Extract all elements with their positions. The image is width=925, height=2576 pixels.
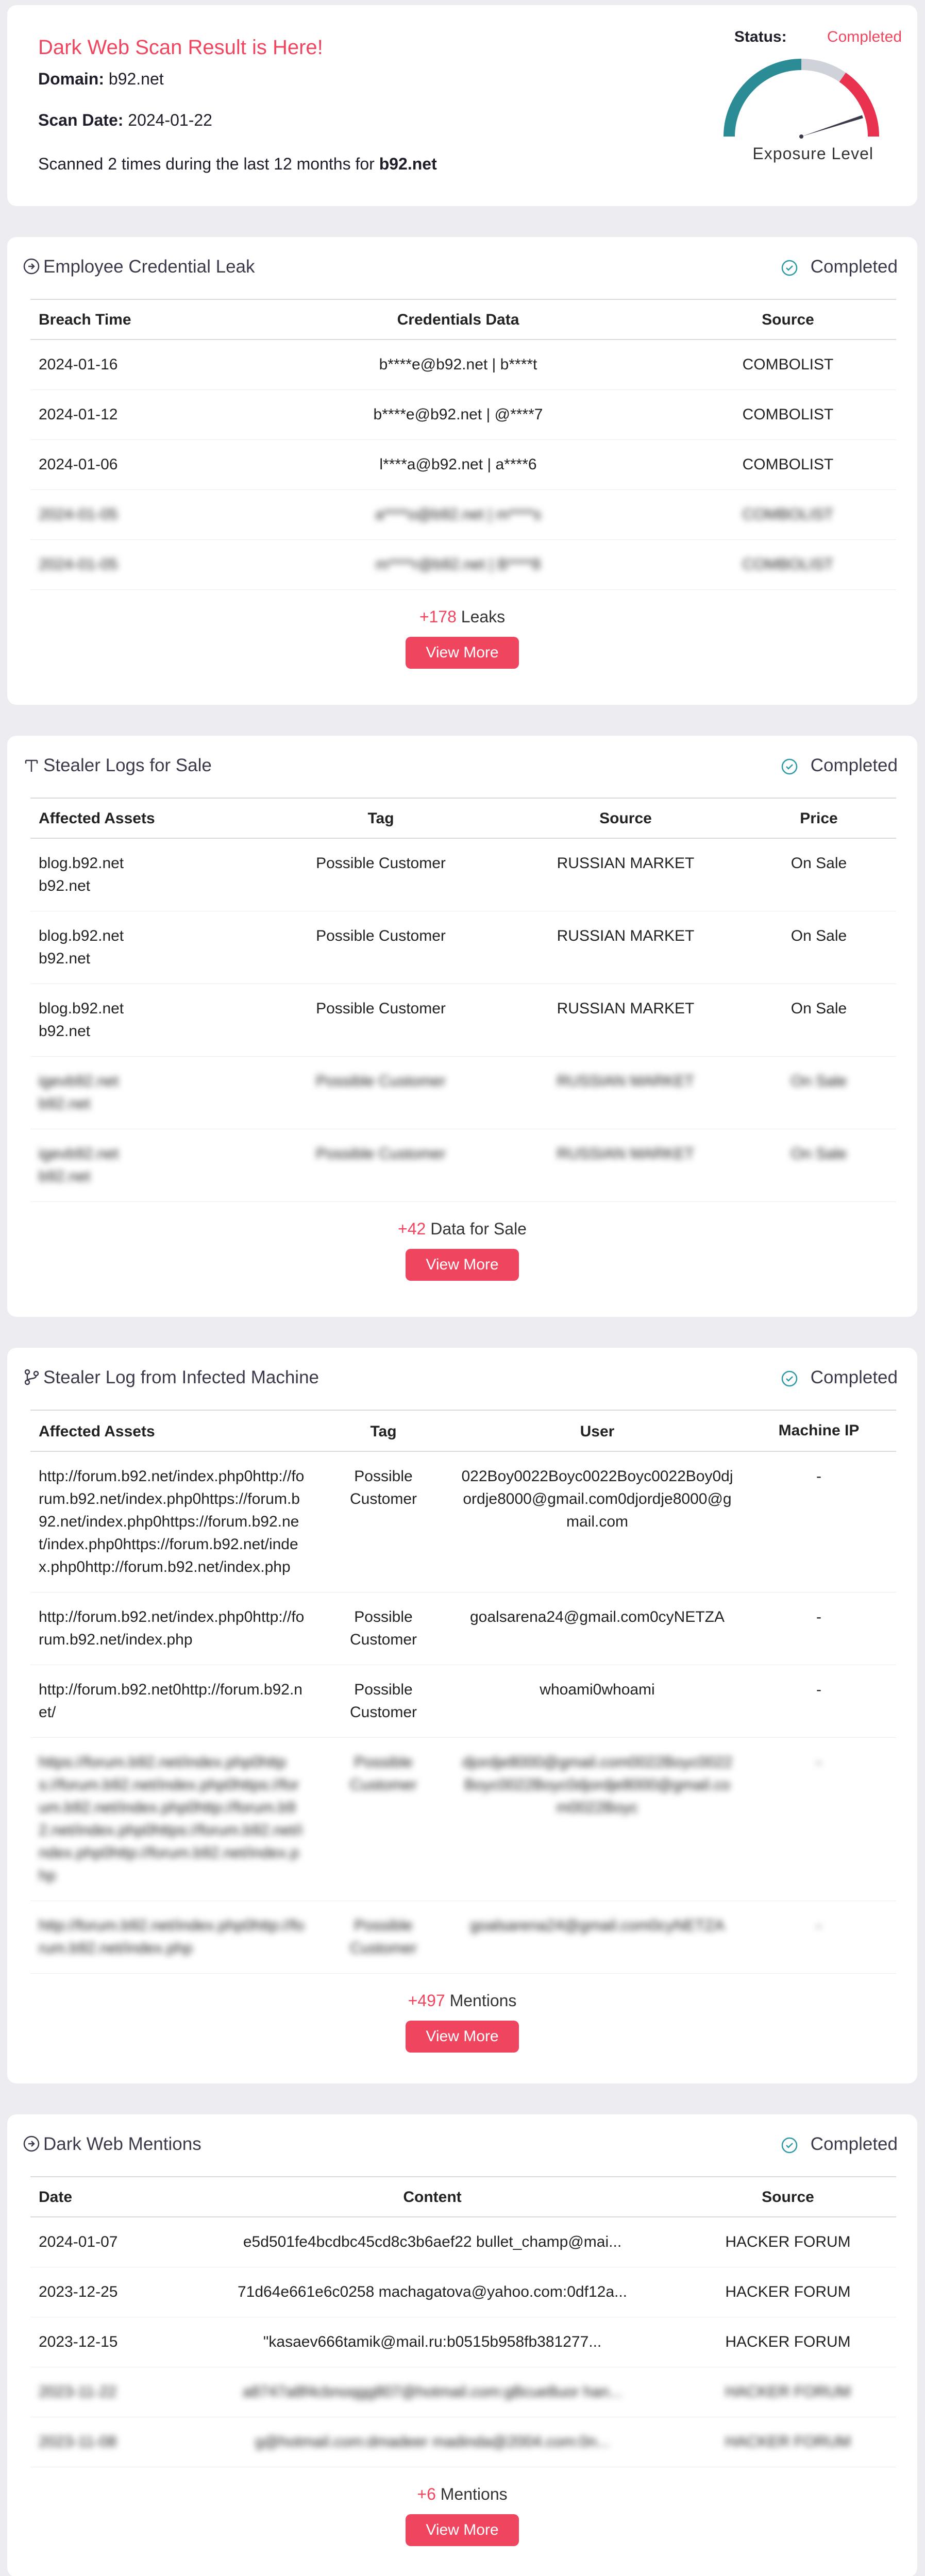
mention-count: +497 Mentions xyxy=(408,1991,517,2010)
table-row: blog.b92.net b92.net Possible Customer RUSSIAN MARKET On Sale xyxy=(30,984,896,1057)
column-header: Tag xyxy=(314,1410,453,1451)
column-header: Machine IP xyxy=(742,1410,896,1451)
infected-machine-status: Completed xyxy=(781,1367,898,1388)
table-row: http://forum.b92.net/index.php0http://forum.b92.net/index.php Possible Customer goalsarena24@gmail.com0cyNETZA - xyxy=(30,1592,896,1665)
column-header: Source xyxy=(680,2177,896,2217)
exposure-level-label: Exposure Level xyxy=(752,144,873,163)
table-row: 2023-12-15 "kasaev666tamik@mail.ru:b0515b958fb381277... HACKER FORUM xyxy=(30,2317,896,2367)
infected-machine-table xyxy=(30,1410,896,1974)
status-indicator xyxy=(734,28,902,46)
column-header: Affected Assets xyxy=(30,1410,314,1451)
table-row: 2023-12-25 71d64e661e6c0258 machagatova@yahoo.com:0df12a... HACKER FORUM xyxy=(30,2267,896,2317)
blurred-row: 2023-11-08 g@hotmail.com:dmadeer madinda@2004.com:0n... HACKER FORUM xyxy=(30,2417,896,2467)
infected-machine-card xyxy=(7,1348,917,2083)
check-circle-icon xyxy=(781,2137,798,2154)
table-row: blog.b92.net b92.net Possible Customer RUSSIAN MARKET On Sale xyxy=(30,911,896,984)
view-more-dark-web-button[interactable]: View More xyxy=(406,2514,519,2546)
credential-leak-title: Employee Credential Leak xyxy=(43,257,255,277)
view-more-leaks-button[interactable]: View More xyxy=(406,637,519,669)
blurred-row: http://forum.b92.net/index.php0http://forum.b92.net/index.php Possible Customer goalsarena24@gmail.com0cyNETZA - xyxy=(30,1901,896,1974)
sale-tag-icon xyxy=(23,756,40,774)
check-circle-icon xyxy=(781,1370,798,1387)
column-header: Breach Time xyxy=(30,299,237,340)
scan-summary-card xyxy=(7,5,917,206)
dark-mention-count: +6 Mentions xyxy=(417,2485,508,2503)
domain-line xyxy=(38,70,164,89)
blurred-row: 2023-11-22 a8747a8f4cbnoqgg807@hotmail.com:gBcue8uor han... HACKER FORUM xyxy=(30,2367,896,2417)
scan-count-domain: b92.net xyxy=(379,155,437,173)
view-more-infected-button[interactable]: View More xyxy=(406,2021,519,2053)
column-header: Source xyxy=(680,299,896,340)
table-row: 2024-01-06 l****a@b92.net | a****6 COMBOLIST xyxy=(30,440,896,490)
table-row: blog.b92.net b92.net Possible Customer RUSSIAN MARKET On Sale xyxy=(30,838,896,911)
stealer-sale-status: Completed xyxy=(781,755,898,776)
blurred-row: https://forum.b92.net/index.php0https://forum.b92.net/index.php0https://forum.b92.net/index.php0http://forum.b92.net/index.php0https://forum.b92.net/index.php0http://forum.b92.net/index.php Possible Customer djordje8000@gmail.com0022Boyc0022Boyc0022Boyc0djordje8000@gmail.com0022Boyc - xyxy=(30,1738,896,1901)
dark-web-mentions-card xyxy=(7,2114,917,2576)
column-header: Affected Assets xyxy=(30,798,252,838)
stealer-sale-title: Stealer Logs for Sale xyxy=(43,755,212,775)
credential-leak-status: Completed xyxy=(781,257,898,277)
page-title: Dark Web Scan Result is Here! xyxy=(38,36,323,59)
blurred-row: 2024-01-05 m****r@b92.net | B****8 COMBOLIST xyxy=(30,540,896,590)
column-header: Content xyxy=(185,2177,680,2217)
table-row: http://forum.b92.net0http://forum.b92.net/ Possible Customer whoami0whoami - xyxy=(30,1665,896,1738)
column-header: Source xyxy=(510,798,742,838)
scan-count-text: Scanned 2 times during the last 12 months for xyxy=(38,155,375,173)
scan-date-line xyxy=(38,111,212,130)
blurred-row: igevb92.net b92.net Possible Customer RUSSIAN MARKET On Sale xyxy=(30,1129,896,1202)
table-row: http://forum.b92.net/index.php0http://forum.b92.net/index.php0https://forum.b92.net/index.php0https://forum.b92.net/index.php0https://forum.b92.net/index.php0http://forum.b92.net/index.php Possible Customer 022Boy0022Boyc0022Boyc0022Boy0djordje8000@gmail.com0djordje8000@gmail.com - xyxy=(30,1451,896,1592)
column-header: Date xyxy=(30,2177,185,2217)
stealer-sale-table xyxy=(30,798,896,1202)
blurred-row: igevb92.net b92.net Possible Customer RUSSIAN MARKET On Sale xyxy=(30,1057,896,1129)
table-row: 2024-01-16 b****e@b92.net | b****t COMBOLIST xyxy=(30,340,896,390)
table-row: 2024-01-07 e5d501fe4bcdbc45cd8c3b6aef22 bullet_champ@mai... HACKER FORUM xyxy=(30,2217,896,2267)
domain-label: Domain: xyxy=(38,70,104,88)
check-circle-icon xyxy=(781,259,798,277)
dark-web-mentions-title: Dark Web Mentions xyxy=(43,2134,201,2154)
status-label: Status: xyxy=(734,28,787,45)
column-header: User xyxy=(453,1410,742,1451)
arrow-circle-icon xyxy=(23,258,40,275)
column-header: Credentials Data xyxy=(237,299,680,340)
credential-leak-table xyxy=(30,299,896,590)
scan-date-label: Scan Date: xyxy=(38,111,124,129)
branch-icon xyxy=(23,1368,40,1386)
column-header: Tag xyxy=(252,798,510,838)
arrow-circle-icon xyxy=(23,2135,40,2153)
infected-machine-title: Stealer Log from Infected Machine xyxy=(43,1367,319,1387)
view-more-sale-button[interactable]: View More xyxy=(406,1249,519,1281)
table-row: 2024-01-12 b****e@b92.net | @****7 COMBOLIST xyxy=(30,390,896,440)
dark-web-mentions-status: Completed xyxy=(781,2134,898,2155)
column-header: Price xyxy=(742,798,896,838)
status-value: Completed xyxy=(827,28,902,45)
scan-count-line xyxy=(38,155,437,174)
leak-count: +178 Leaks xyxy=(419,607,506,626)
check-circle-icon xyxy=(781,758,798,775)
dark-web-mentions-table xyxy=(30,2176,896,2467)
credential-leak-card xyxy=(7,237,917,705)
scan-date-value: 2024-01-22 xyxy=(128,111,212,129)
blurred-row: 2024-01-05 a****o@b92.net | m****s COMBOLIST xyxy=(30,490,896,540)
domain-value: b92.net xyxy=(108,70,164,88)
sale-count: +42 Data for Sale xyxy=(398,1219,527,1238)
stealer-sale-card xyxy=(7,736,917,1317)
exposure-gauge xyxy=(716,54,886,142)
